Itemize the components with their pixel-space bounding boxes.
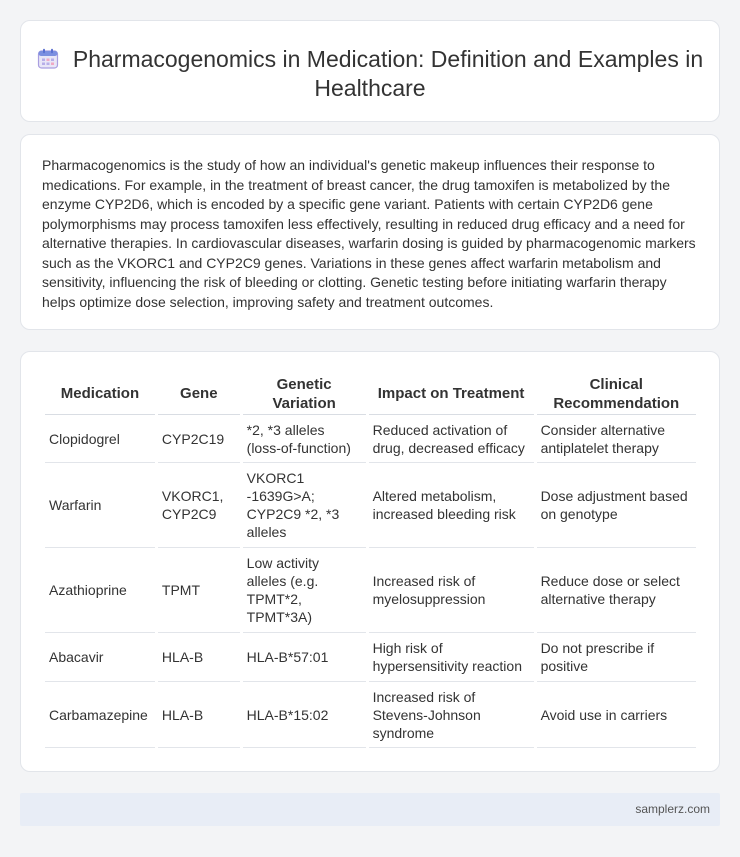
- cell-impact: High risk of hypersensitivity reaction: [369, 633, 534, 682]
- cell-impact: Altered metabolism, increased bleeding risk: [369, 463, 534, 548]
- intro-paragraph: Pharmacogenomics is the study of how an individual's genetic makeup influences their response to medications. For example, in the treatment of breast cancer, the drug tamoxifen is metabolized by the enzyme CYP2D6, which is encoded by a specific gene variant. Patients with certain CYP2D6 gene polymorphisms may process tamoxifen less effectively, resulting in reduced drug efficacy and a need for alternative therapies. In cardiovascular diseases, warfarin dosing is guided by pharmacogenomic markers such as the VKORC1 and CYP2C9 genes. Variations in these genes affect warfarin metabolism and sensitivity, influencing the risk of bleeding or clotting. Genetic testing before initiating warfarin therapy helps optimize dose selection, improving safety and treatment outcomes.: [42, 157, 696, 310]
- cell-medication: Azathioprine: [45, 548, 155, 633]
- table-row: [45, 463, 696, 548]
- cell-gene: HLA-B: [158, 682, 240, 748]
- cell-variation: HLA-B*57:01: [243, 633, 366, 682]
- cell-impact: Increased risk of myelosuppression: [369, 548, 534, 633]
- footer: [20, 793, 720, 826]
- cell-gene: VKORC1, CYP2C9: [158, 463, 240, 548]
- table-row: [45, 548, 696, 633]
- cell-gene: CYP2C19: [158, 415, 240, 463]
- cell-recommendation: Avoid use in carriers: [537, 682, 696, 748]
- cell-recommendation: Consider alternative antiplatelet therapy: [537, 415, 696, 463]
- table-header-row: [45, 373, 696, 415]
- cell-gene: HLA-B: [158, 633, 240, 682]
- cell-recommendation: Do not prescribe if positive: [537, 633, 696, 682]
- cell-medication: Carbamazepine: [45, 682, 155, 748]
- pharmacogenomics-table: [42, 373, 699, 748]
- cell-variation: *2, *3 alleles (loss-of-function): [243, 415, 366, 463]
- table-row: [45, 633, 696, 682]
- cell-impact: Increased risk of Stevens-Johnson syndrome: [369, 682, 534, 748]
- header-genetic-variation: Genetic Variation: [243, 373, 366, 415]
- intro-card: [20, 134, 720, 330]
- cell-medication: Clopidogrel: [45, 415, 155, 463]
- cell-recommendation: Reduce dose or select alternative therapy: [537, 548, 696, 633]
- header-gene: Gene: [158, 373, 240, 415]
- cell-variation: HLA-B*15:02: [243, 682, 366, 748]
- cell-gene: TPMT: [158, 548, 240, 633]
- header-impact: Impact on Treatment: [369, 373, 534, 415]
- table-row: [45, 415, 696, 463]
- cell-variation: VKORC1 -1639G>A; CYP2C9 *2, *3 alleles: [243, 463, 366, 548]
- header-recommendation: Clinical Recommendation: [537, 373, 696, 415]
- table-card: [20, 351, 720, 772]
- page-title: Pharmacogenomics in Medication: Definition and Examples in Healthcare: [72, 46, 704, 101]
- cell-recommendation: Dose adjustment based on genotype: [537, 463, 696, 548]
- title-card: [20, 20, 720, 122]
- header-medication: Medication: [45, 373, 155, 415]
- page-header: [21, 45, 719, 103]
- footer-site-link[interactable]: samplerz.com: [635, 802, 710, 816]
- calendar-icon: [37, 48, 59, 70]
- cell-medication: Warfarin: [45, 463, 155, 548]
- cell-impact: Reduced activation of drug, decreased efficacy: [369, 415, 534, 463]
- cell-medication: Abacavir: [45, 633, 155, 682]
- cell-variation: Low activity alleles (e.g. TPMT*2, TPMT*3A): [243, 548, 366, 633]
- table-row: [45, 682, 696, 748]
